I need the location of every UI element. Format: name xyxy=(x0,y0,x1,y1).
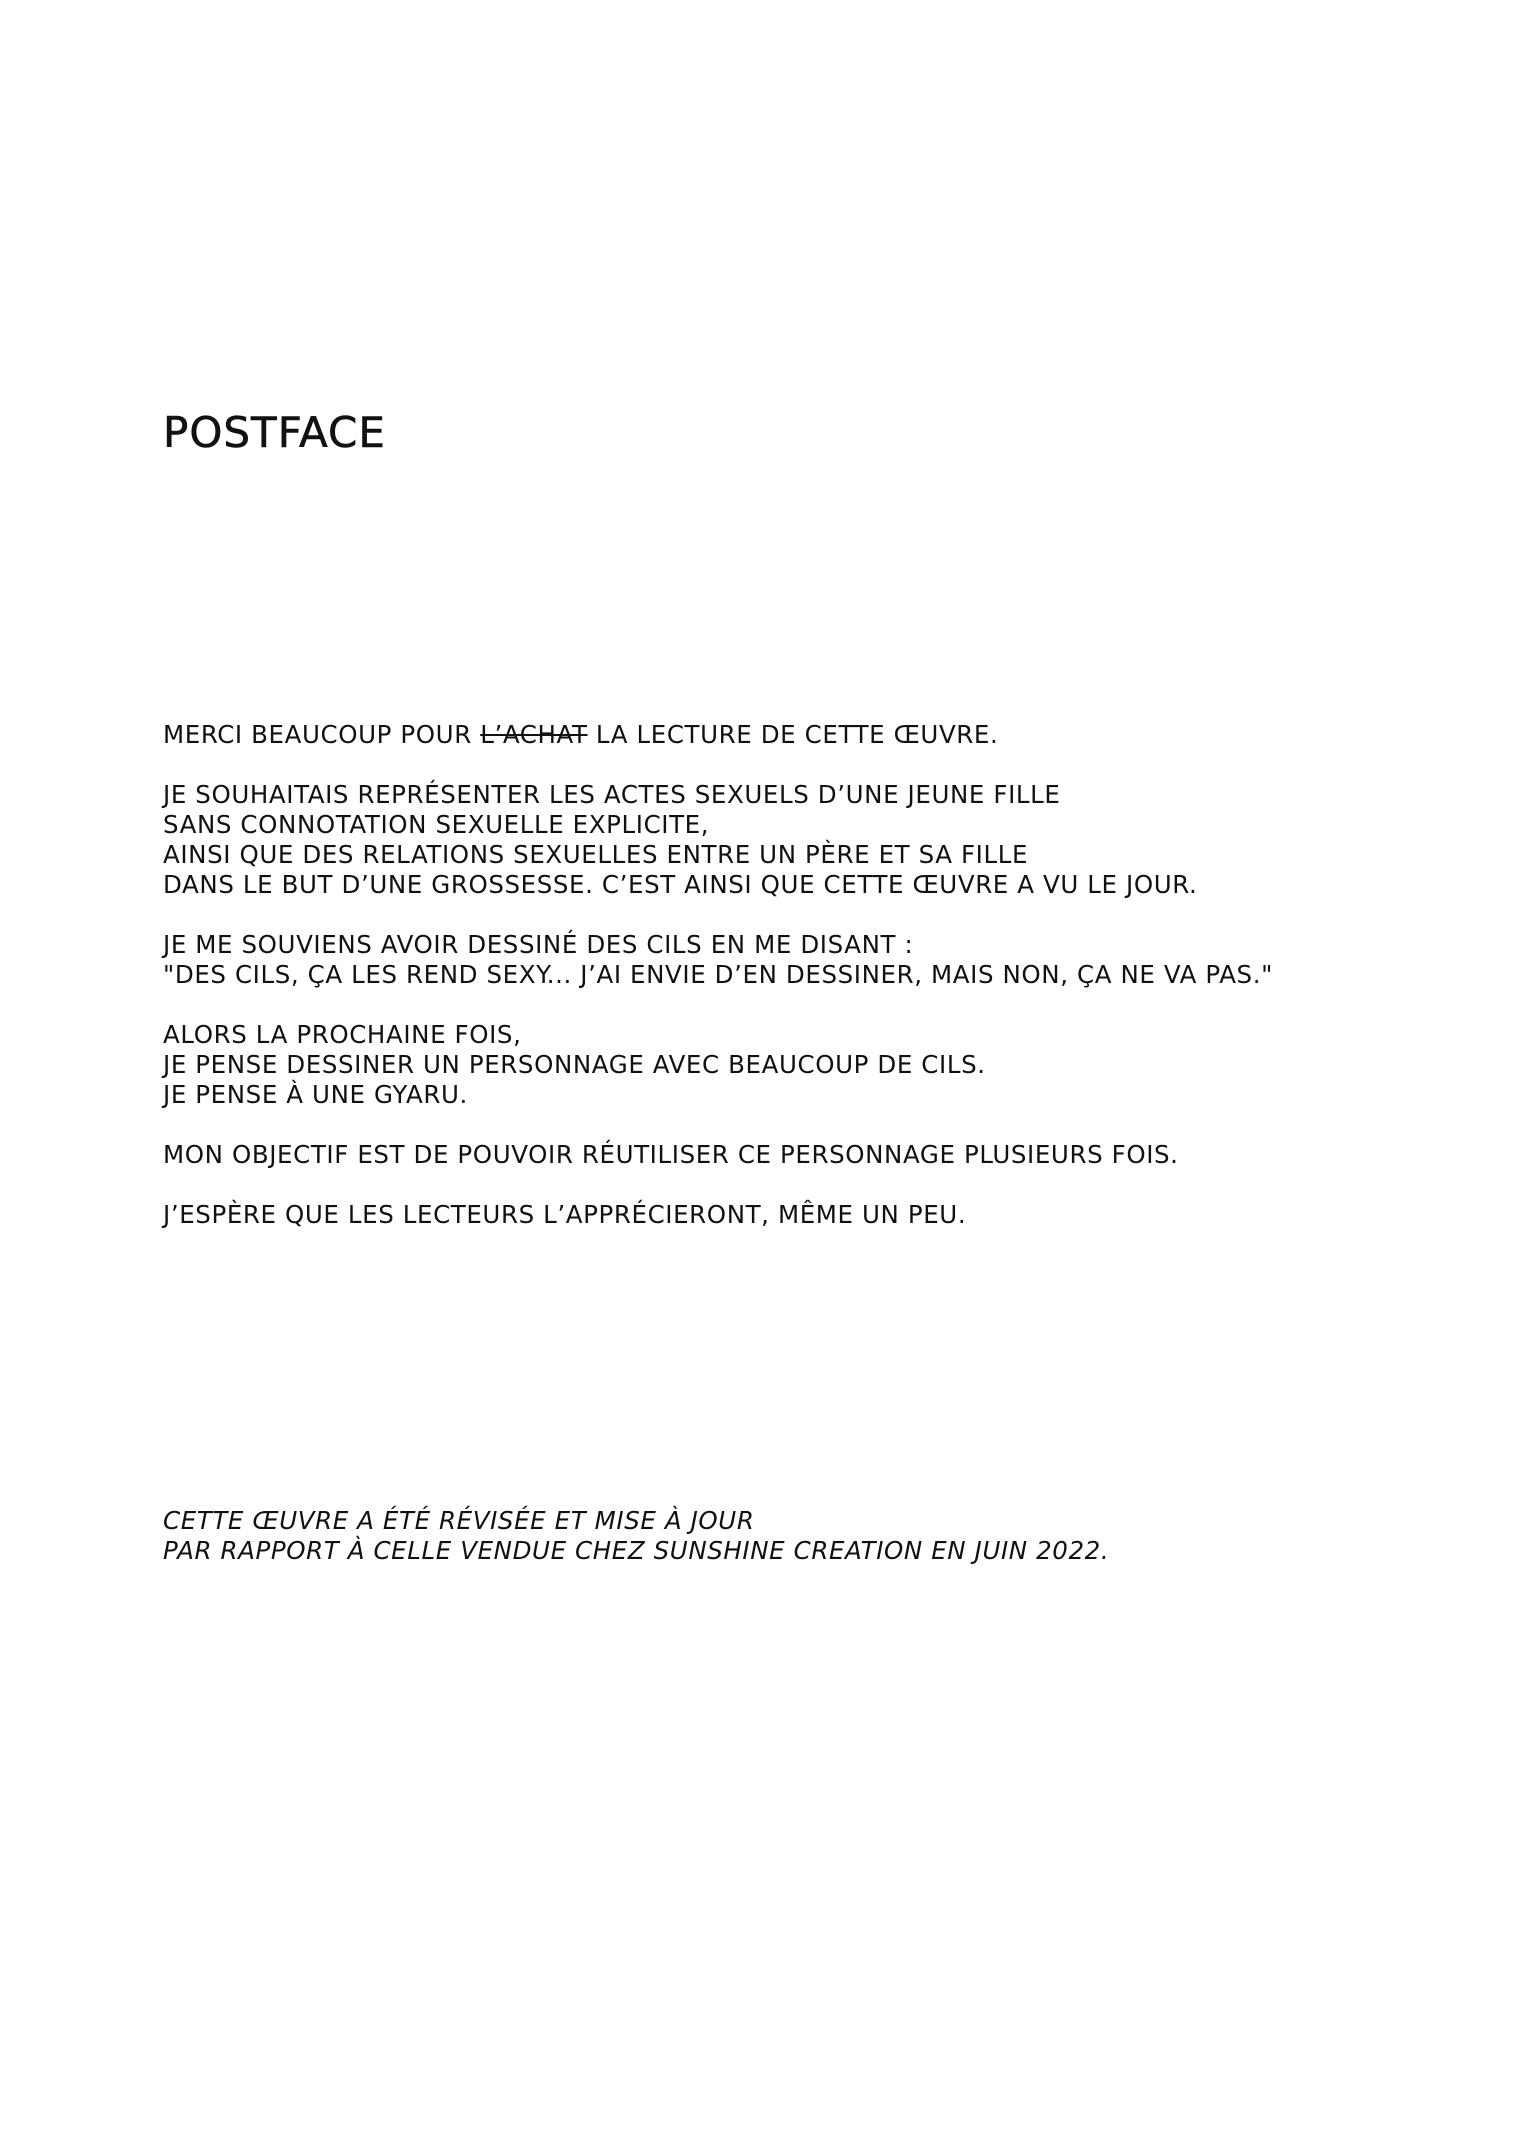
note-line: PAR RAPPORT À CELLE VENDUE CHEZ SUNSHINE CREATION EN JUIN 2022. xyxy=(163,1536,1110,1565)
paragraph-eyelashes xyxy=(163,930,1413,990)
paragraph-objective xyxy=(163,1140,1413,1170)
thanks-text-start: MERCI BEAUCOUP POUR xyxy=(163,720,481,749)
paragraph-hope xyxy=(163,1200,1413,1230)
text-line: JE PENSE DESSINER UN PERSONNAGE AVEC BEAUCOUP DE CILS. xyxy=(163,1050,986,1079)
postface-body xyxy=(163,720,1413,1260)
text-line: AINSI QUE DES RELATIONS SEXUELLES ENTRE UN PÈRE ET SA FILLE xyxy=(163,840,1029,869)
note-line: CETTE ŒUVRE A ÉTÉ RÉVISÉE ET MISE À JOUR xyxy=(163,1506,755,1535)
text-line: JE PENSE À UNE GYARU. xyxy=(163,1080,468,1109)
text-line: MON OBJECTIF EST DE POUVOIR RÉUTILISER CE PERSONNAGE PLUSIEURS FOIS. xyxy=(163,1140,1179,1169)
text-line: J’ESPÈRE QUE LES LECTEURS L’APPRÉCIERONT, MÊME UN PEU. xyxy=(163,1200,967,1229)
struck-word: L’ACHAT xyxy=(480,720,588,749)
page-title: POSTFACE xyxy=(163,408,386,457)
text-line: DANS LE BUT D’UNE GROSSESSE. C’EST AINSI QUE CETTE ŒUVRE A VU LE JOUR. xyxy=(163,870,1198,899)
paragraph-next-time xyxy=(163,1020,1413,1110)
text-line: JE ME SOUVIENS AVOIR DESSINÉ DES CILS EN ME DISANT : xyxy=(163,930,914,959)
thanks-text-end: LA LECTURE DE CETTE ŒUVRE. xyxy=(587,720,999,749)
paragraph-thanks xyxy=(163,720,1413,750)
revision-note xyxy=(163,1506,1109,1566)
text-line: JE SOUHAITAIS REPRÉSENTER LES ACTES SEXUELS D’UNE JEUNE FILLE xyxy=(163,780,1061,809)
text-line: "DES CILS, ÇA LES REND SEXY... J’AI ENVIE D’EN DESSINER, MAIS NON, ÇA NE VA PAS." xyxy=(163,960,1273,989)
text-line: ALORS LA PROCHAINE FOIS, xyxy=(163,1020,522,1049)
text-line: SANS CONNOTATION SEXUELLE EXPLICITE, xyxy=(163,810,710,839)
paragraph-intent xyxy=(163,780,1413,900)
